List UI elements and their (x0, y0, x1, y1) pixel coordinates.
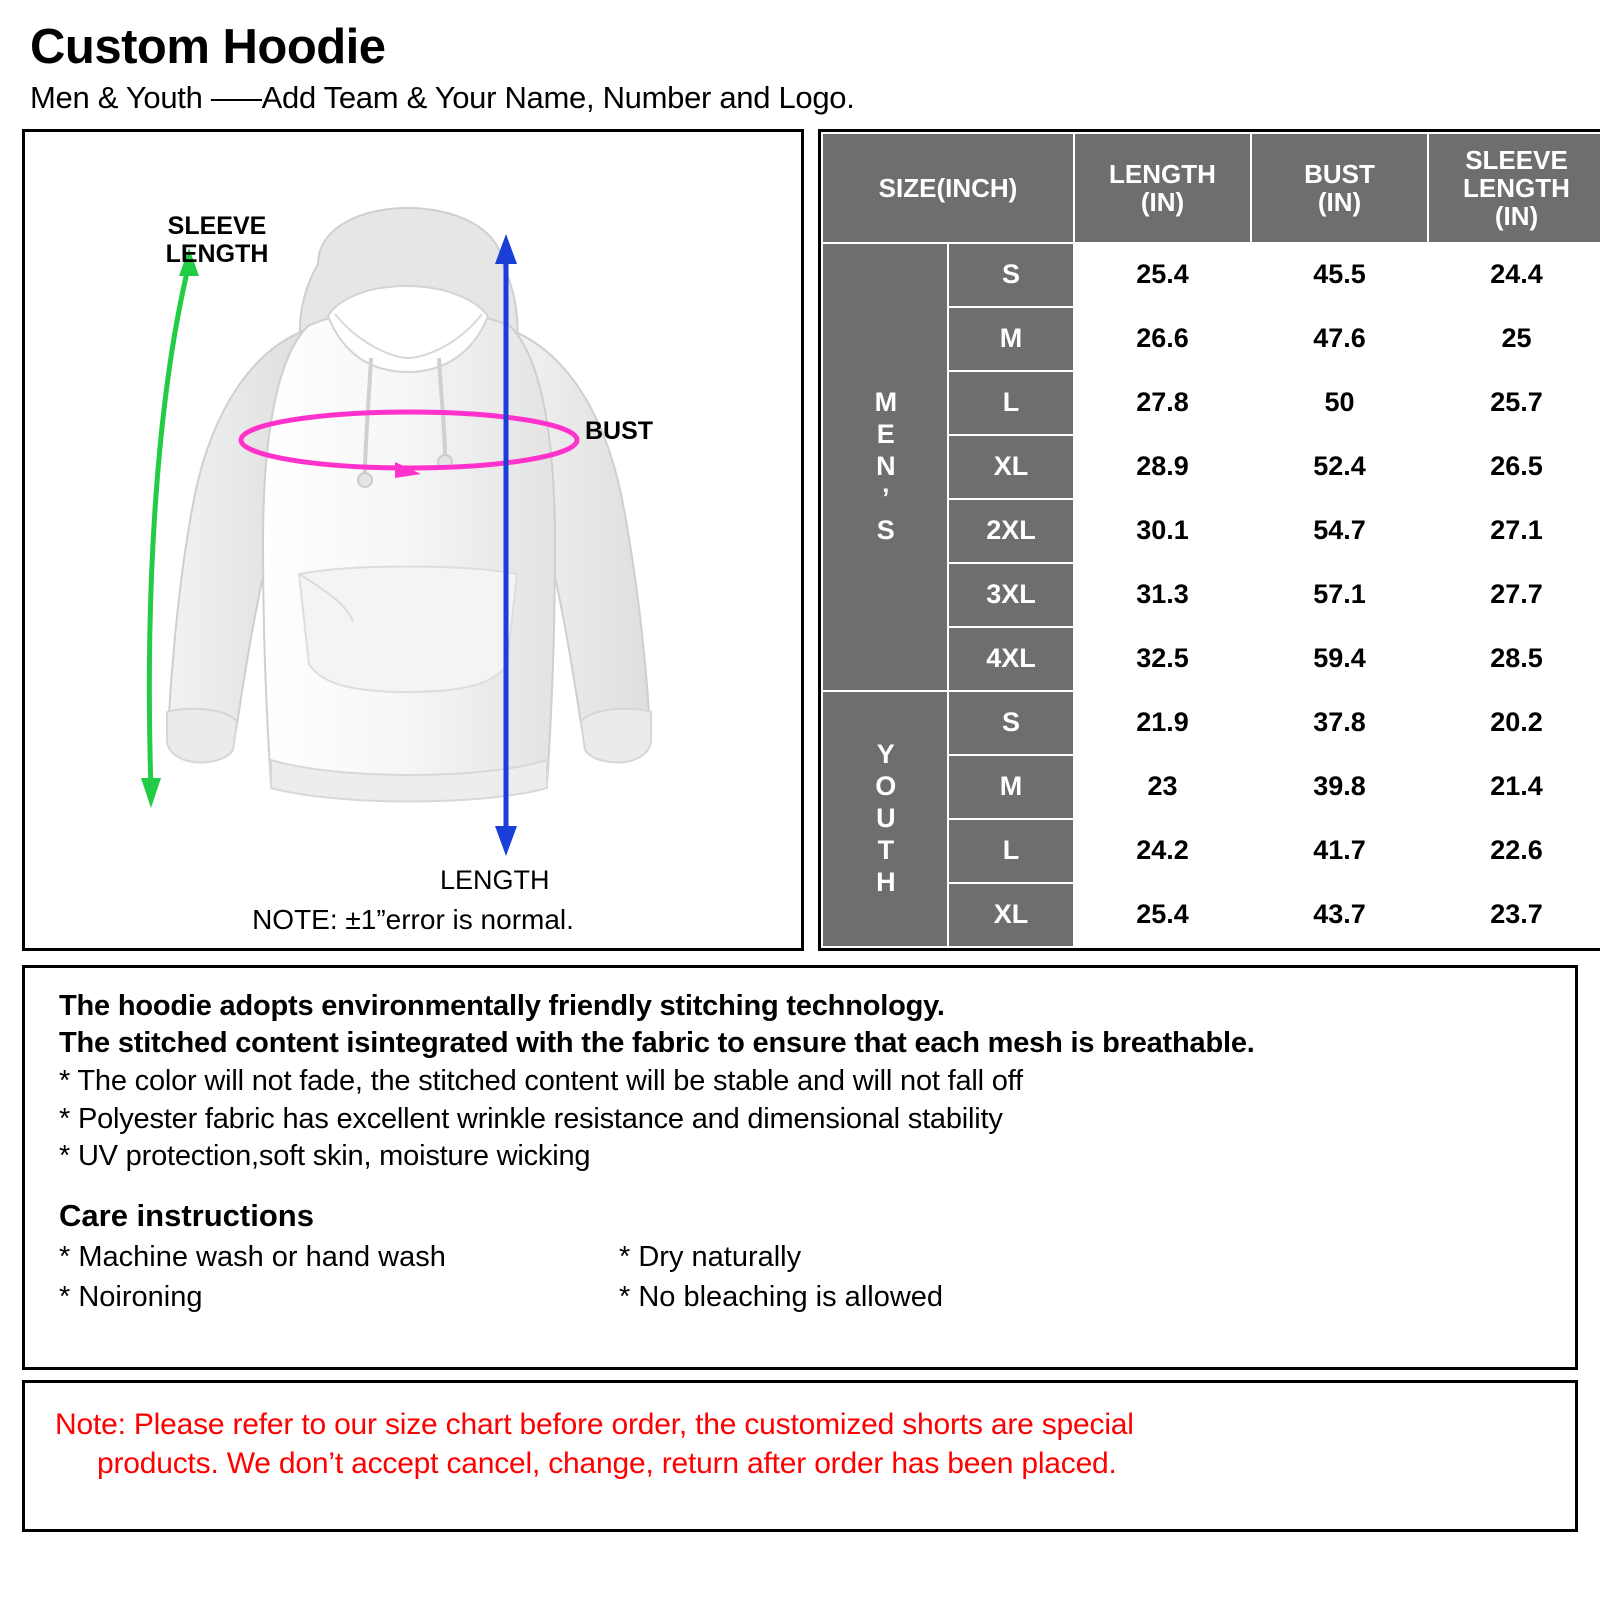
length-cell: 25.4 (1074, 243, 1251, 307)
sleeve-length-label-line1: SLEEVE (167, 211, 267, 240)
length-cell: 28.9 (1074, 435, 1251, 499)
description-line: The stitched content isintegrated with the fabric to ensure that each mesh is breathable. (59, 1027, 1255, 1060)
sleeve-cell: 21.4 (1428, 755, 1600, 819)
care-item: * No bleaching is allowed (619, 1281, 944, 1314)
group-label-mens (822, 243, 948, 691)
sleeve-cell: 20.2 (1428, 691, 1600, 755)
sleeve-cell: 22.6 (1428, 819, 1600, 883)
size-cell: L (948, 371, 1074, 435)
description-line: * Polyester fabric has excellent wrinkle resistance and dimensional stability (59, 1102, 1003, 1135)
measurement-diagram (22, 129, 804, 951)
length-cell: 24.2 (1074, 819, 1251, 883)
size-cell: 4XL (948, 627, 1074, 691)
size-cell: S (948, 691, 1074, 755)
diagram-and-table-row (22, 129, 1578, 951)
group-label-mens-text: MEN’S (870, 386, 901, 547)
length-cell: 25.4 (1074, 883, 1251, 947)
header-sleeve-length (1428, 133, 1600, 243)
care-item: * Noironing (59, 1281, 203, 1314)
size-cell: L (948, 819, 1074, 883)
sleeve-length-label-line2: LENGTH (165, 239, 269, 268)
sleeve-cell: 27.1 (1428, 499, 1600, 563)
sleeve-cell: 23.7 (1428, 883, 1600, 947)
table-row (822, 691, 1600, 755)
header-sleeve-line2: LENGTH (1463, 172, 1570, 203)
header-sleeve-line3: (IN) (1494, 200, 1539, 231)
bust-cell: 37.8 (1251, 691, 1428, 755)
size-table-container (818, 129, 1600, 951)
error-note: NOTE: ±1”error is normal. (252, 903, 574, 935)
page-title: Custom Hoodie (30, 20, 386, 74)
group-label-youth-text: YOUTH (870, 738, 901, 899)
sleeve-cell: 25.7 (1428, 371, 1600, 435)
sleeve-length-label (137, 212, 297, 268)
sleeve-cell: 28.5 (1428, 627, 1600, 691)
bust-cell: 59.4 (1251, 627, 1428, 691)
bust-cell: 45.5 (1251, 243, 1428, 307)
bust-label: BUST (585, 416, 654, 445)
bust-cell: 54.7 (1251, 499, 1428, 563)
size-cell: XL (948, 883, 1074, 947)
bust-cell: 41.7 (1251, 819, 1428, 883)
header-bust (1251, 133, 1428, 243)
header-bust-line1: BUST (1304, 158, 1375, 189)
care-item: * Machine wash or hand wash (59, 1241, 446, 1274)
header-bust-line2: (IN) (1317, 186, 1362, 217)
header-length (1074, 133, 1251, 243)
size-table (821, 132, 1600, 948)
length-cell: 26.6 (1074, 307, 1251, 371)
sleeve-cell: 24.4 (1428, 243, 1600, 307)
order-warning-line2: products. We don’t accept cancel, change, return after order has been placed. (97, 1447, 1117, 1481)
sleeve-cell: 25 (1428, 307, 1600, 371)
length-cell: 21.9 (1074, 691, 1251, 755)
header-size: SIZE(INCH) (822, 133, 1074, 243)
description-line: * The color will not fade, the stitched content will be stable and will not fall off (59, 1065, 1023, 1097)
table-row (822, 243, 1600, 307)
care-instructions-list (59, 1238, 1541, 1317)
length-cell: 31.3 (1074, 563, 1251, 627)
size-cell: S (948, 243, 1074, 307)
care-instructions-title: Care instructions (59, 1198, 314, 1234)
length-cell: 23 (1074, 755, 1251, 819)
length-cell: 32.5 (1074, 627, 1251, 691)
size-cell: M (948, 755, 1074, 819)
description-line: * UV protection,soft skin, moisture wicking (59, 1140, 591, 1173)
size-cell: 2XL (948, 499, 1074, 563)
bust-cell: 43.7 (1251, 883, 1428, 947)
care-item: * Dry naturally (619, 1241, 802, 1274)
table-header-row (822, 133, 1600, 243)
header-length-line2: (IN) (1140, 186, 1185, 217)
size-cell: 3XL (948, 563, 1074, 627)
bust-cell: 52.4 (1251, 435, 1428, 499)
bust-cell: 47.6 (1251, 307, 1428, 371)
bust-cell: 57.1 (1251, 563, 1428, 627)
size-cell: XL (948, 435, 1074, 499)
group-label-youth (822, 691, 948, 947)
sleeve-cell: 26.5 (1428, 435, 1600, 499)
size-cell: M (948, 307, 1074, 371)
order-warning-line1: Note: Please refer to our size chart before order, the customized shorts are special (55, 1407, 1134, 1441)
length-cell: 30.1 (1074, 499, 1251, 563)
header-length-line1: LENGTH (1109, 158, 1216, 189)
order-warning-box (22, 1380, 1578, 1532)
product-description (22, 965, 1578, 1370)
bust-cell: 39.8 (1251, 755, 1428, 819)
header-sleeve-line1: SLEEVE (1465, 144, 1568, 175)
description-line: The hoodie adopts environmentally friendly stitching technology. (59, 989, 945, 1022)
sleeve-cell: 27.7 (1428, 563, 1600, 627)
bust-cell: 50 (1251, 371, 1428, 435)
page-subtitle: Men & Youth –––Add Team & Your Name, Number and Logo. (30, 80, 855, 116)
length-label: LENGTH (440, 864, 550, 895)
length-cell: 27.8 (1074, 371, 1251, 435)
order-warning-text (55, 1405, 1545, 1484)
